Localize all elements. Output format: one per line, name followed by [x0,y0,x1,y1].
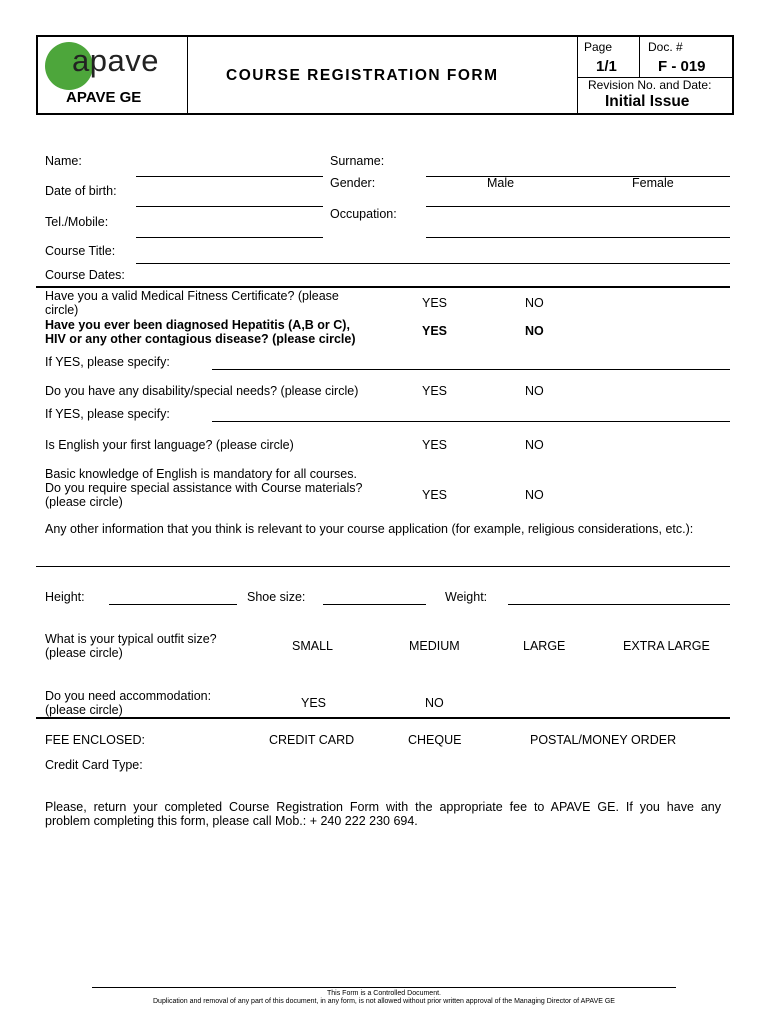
shoe-size-label: Shoe size: [247,590,306,604]
weight-label: Weight: [445,590,488,604]
accommodation-question: Do you need accommodation: (please circle) [45,689,212,717]
fee-cheque-option[interactable]: CHEQUE [408,733,462,747]
assistance-yes-option[interactable]: YES [422,488,448,502]
medical-no-option[interactable]: NO [525,296,544,310]
document-header [36,35,734,115]
disability-yes-option[interactable]: YES [422,384,448,398]
hepatitis-question: Have you ever been diagnosed Hepatitis (A,B or C), HIV or any other contagious disease? (please circle) [45,318,356,346]
header-divider [577,37,578,113]
other-info-question: Any other information that you think is relevant to your course application (for example, religious considerations, etc.): [45,522,694,536]
height-label: Height: [45,590,85,604]
height-field[interactable] [109,604,237,605]
accommodation-yes-option[interactable]: YES [301,696,327,710]
closing-line-1: Please, return your completed Course Registration Form with the appropriate fee to APAVE GE. If you have any [45,800,721,814]
surname-label: Surname: [330,154,385,168]
other-info-field[interactable] [36,566,730,567]
footer-divider [92,987,676,988]
english-question: Is English your first language? (please circle) [45,438,294,452]
medical-question: Have you a valid Medical Fitness Certificate? (please circle) [45,289,339,317]
fee-postal-option[interactable]: POSTAL/MONEY ORDER [530,733,677,747]
shoe-size-field[interactable] [323,604,426,605]
header-divider [639,37,640,77]
gender-field [426,206,730,207]
doc-label: Doc. # [648,40,683,54]
form-title: COURSE REGISTRATION FORM [226,67,499,84]
footer-line-2: Duplication and removal of any part of this document, in any form, is not allowed without prior written approval of the Managing Director of APAVE GE [153,998,615,1005]
page-value: 1/1 [596,58,617,75]
fee-credit-card-option[interactable]: CREDIT CARD [269,733,355,747]
english-yes-option[interactable]: YES [422,438,448,452]
size-small-option[interactable]: SMALL [292,639,333,653]
disability-question: Do you have any disability/special needs? (please circle) [45,384,359,398]
disability-specify-label: If YES, please specify: [45,407,170,421]
gender-male-option[interactable]: Male [487,176,515,190]
section-divider [36,717,730,719]
closing-line-2: problem completing this form, please call Mob.: + 240 222 230 694. [45,814,418,828]
dob-label: Date of birth: [45,184,117,198]
size-extra-large-option[interactable]: EXTRA LARGE [623,639,710,653]
doc-number: F - 019 [658,58,706,75]
assistance-no-option[interactable]: NO [525,488,544,502]
weight-field[interactable] [508,604,730,605]
occupation-label: Occupation: [330,207,397,221]
outfit-size-question: What is your typical outfit size? (please circle) [45,632,217,660]
hepatitis-no-option[interactable]: NO [525,324,544,338]
tel-field[interactable] [136,237,323,238]
disability-specify-field[interactable] [212,421,730,422]
size-large-option[interactable]: LARGE [523,639,566,653]
course-title-label: Course Title: [45,244,116,258]
tel-label: Tel./Mobile: [45,215,109,229]
credit-card-type-label: Credit Card Type: [45,758,143,772]
medical-yes-option[interactable]: YES [422,296,448,310]
header-divider [187,37,188,113]
company-name: APAVE GE [66,89,142,106]
page-label: Page [584,40,613,54]
hepatitis-specify-field[interactable] [212,369,730,370]
disability-no-option[interactable]: NO [525,384,544,398]
revision-value: Initial Issue [605,93,690,110]
size-medium-option[interactable]: MEDIUM [409,639,460,653]
gender-label: Gender: [330,176,376,190]
logo-text: apave [72,43,159,78]
revision-label: Revision No. and Date: [588,78,712,92]
surname-field[interactable] [426,176,730,177]
name-field[interactable] [136,176,323,177]
assistance-question: Basic knowledge of English is mandatory for all courses. Do you require special assistance with Course materials? (please circle) [45,467,363,509]
section-divider [36,286,730,288]
hepatitis-yes-option[interactable]: YES [422,324,448,338]
name-label: Name: [45,154,82,168]
course-title-field[interactable] [136,263,730,264]
english-no-option[interactable]: NO [525,438,544,452]
dob-field[interactable] [136,206,323,207]
course-dates-label: Course Dates: [45,268,125,282]
gender-female-option[interactable]: Female [632,176,674,190]
occupation-field[interactable] [426,237,730,238]
accommodation-no-option[interactable]: NO [425,696,444,710]
fee-enclosed-label: FEE ENCLOSED: [45,733,146,747]
footer-line-1: This Form is a Controlled Document. [327,990,441,997]
hepatitis-specify-label: If YES, please specify: [45,355,170,369]
